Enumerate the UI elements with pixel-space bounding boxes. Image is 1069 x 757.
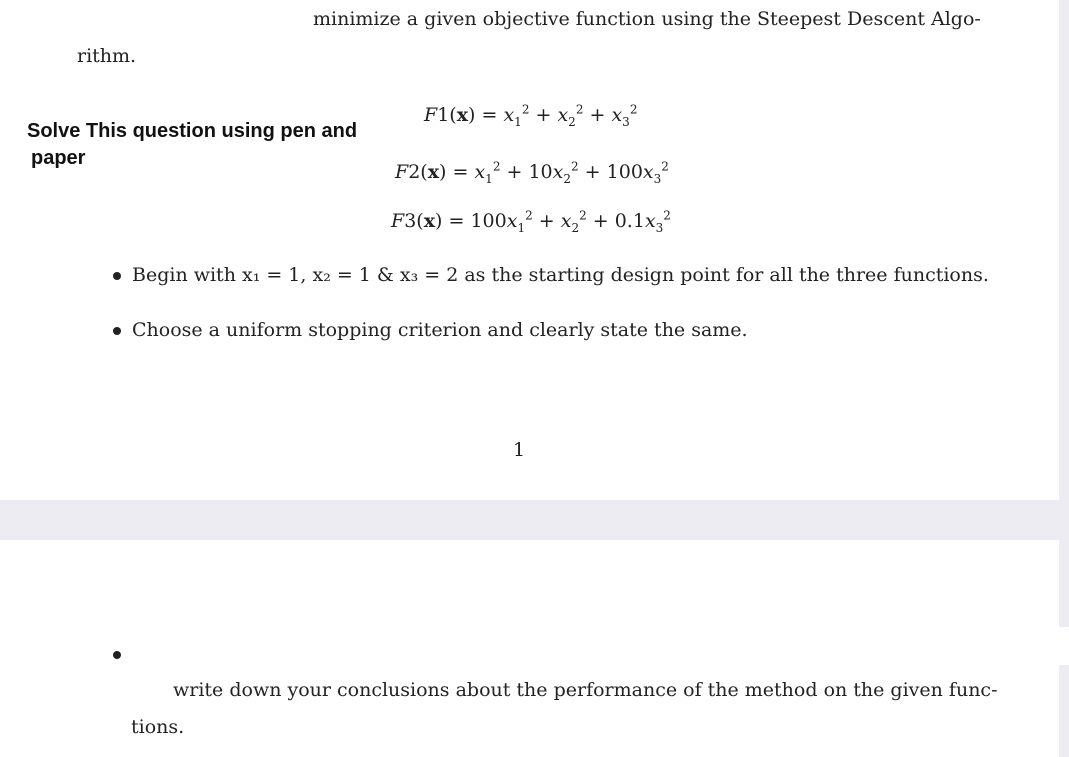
- intro-text-line-2: rithm.: [77, 45, 137, 67]
- conclusion-text-line-2: tions.: [131, 716, 185, 738]
- scrollbar-track-lower[interactable]: [1059, 665, 1069, 757]
- bullet-dot-1: [113, 272, 121, 280]
- bullet-text-2: Choose a uniform stopping criterion and clearly state the same.: [132, 319, 748, 341]
- intro-text-line-1: minimize a given objective function using the Steepest Descent Algo-: [313, 8, 981, 30]
- equation-f2: $F2(x) = x_1^2 + 10x_2^2 + 100x_3^2$: [395, 159, 669, 186]
- page-separator: [0, 500, 1069, 540]
- page-number: 1: [513, 439, 526, 461]
- handwritten-note-line-1: Solve This question using pen and: [27, 120, 358, 142]
- bullet-text-1: Begin with x₁ = 1, x₂ = 1 & x₃ = 2 as the starting design point for all the three functions.: [132, 264, 989, 286]
- scrollbar-track-upper[interactable]: [1059, 0, 1069, 627]
- equation-f3: $F3(x) = 100x_1^2 + x_2^2 + 0.1x_3^2$: [391, 208, 671, 235]
- handwritten-note-line-2: paper: [31, 147, 86, 169]
- bullet-dot-2: [113, 327, 121, 335]
- document-page-2: [0, 540, 1059, 757]
- bullet-dot-3: [113, 651, 121, 659]
- equation-f1: $F1(x) = x_1^2 + x_2^2 + x_3^2$: [424, 102, 638, 129]
- conclusion-text-line-1: write down your conclusions about the performance of the method on the given func-: [173, 679, 998, 701]
